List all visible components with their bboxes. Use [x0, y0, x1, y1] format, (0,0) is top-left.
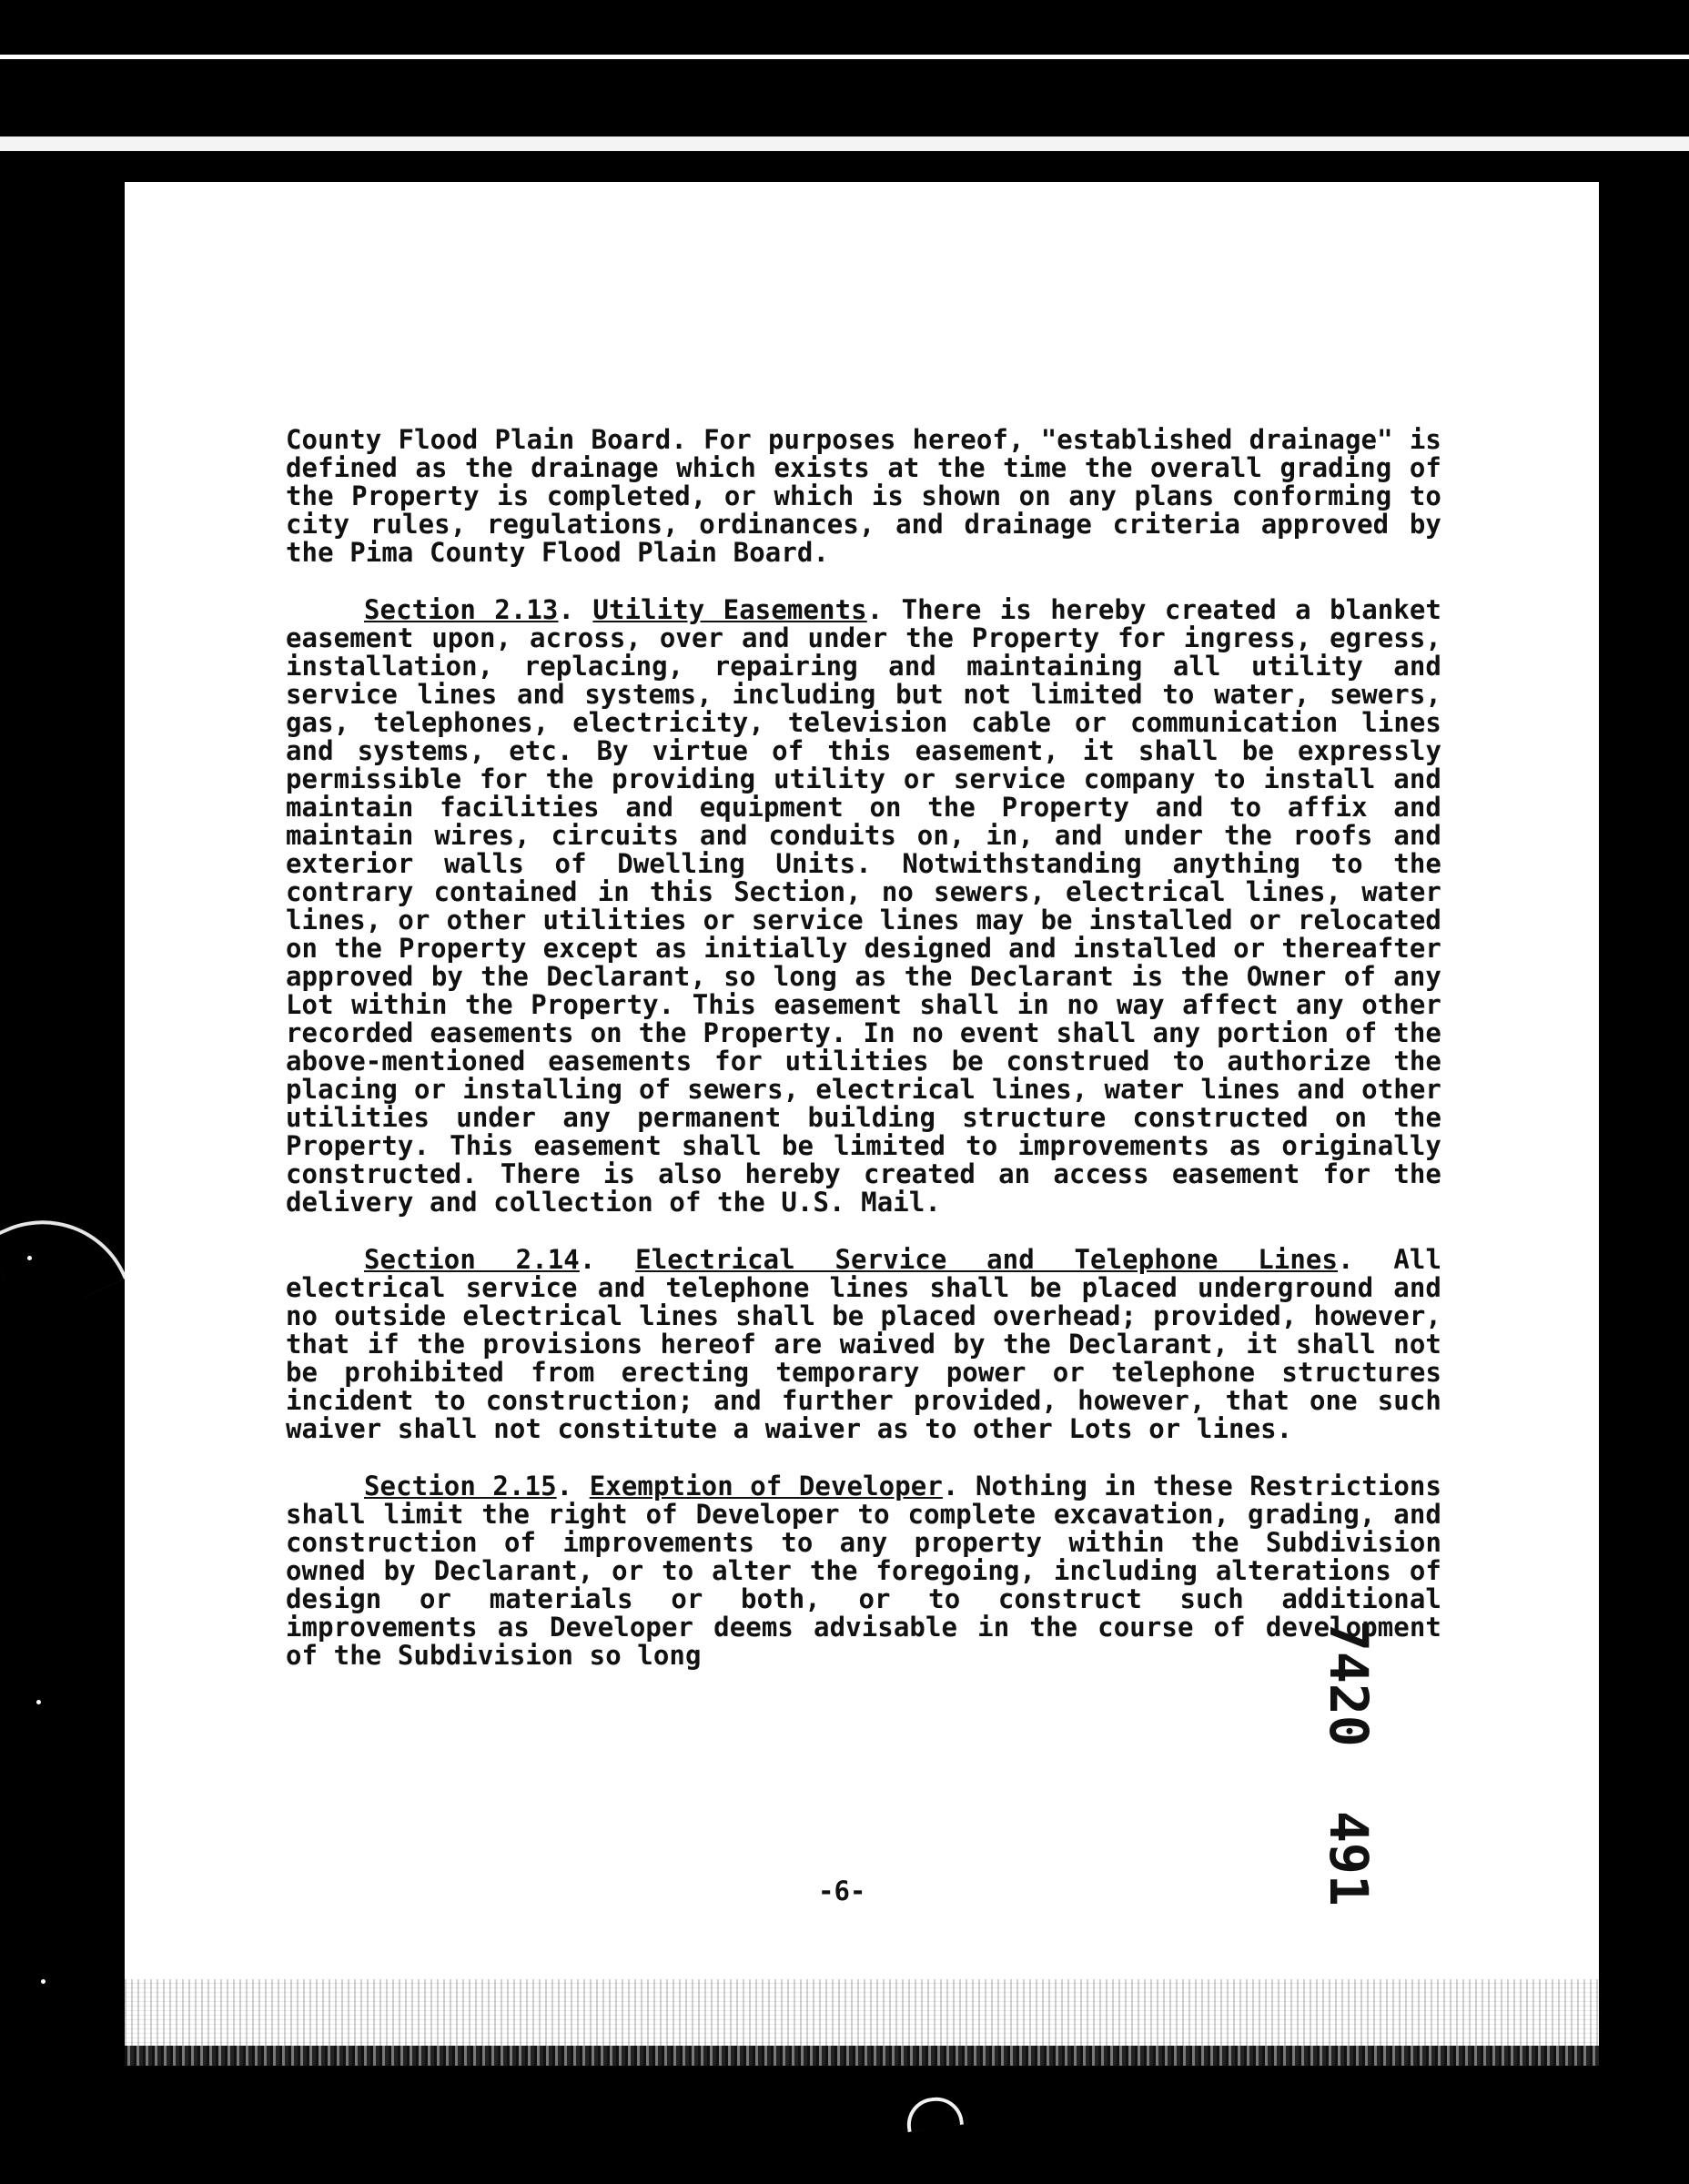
- scan-speck: [27, 1256, 32, 1260]
- margin-book-number: 7420: [1318, 1620, 1380, 1747]
- bottom-scan-mark: [904, 2094, 964, 2132]
- vertical-margin-record: [1318, 1620, 1453, 1906]
- section-number: Section 2.15: [364, 1471, 557, 1502]
- section-number: Section 2.13: [364, 594, 559, 625]
- section-text: Nothing in these Restrictions shall limit the right of Developer to complete excavation, grading, and construction of improvements to any property within the Subdivision owned by Declarant, or to alter the foregoing, including alterations of design or materials or both, or to construct such additional improvements as Developer deems advisable in the course of development of the Subdivision so long: [286, 1471, 1441, 1671]
- binding-mark: [0, 1191, 127, 1323]
- section-2-15: Section 2.15. Exemption of Developer. Nothing in these Restrictions shall limit the right of Developer to complete excavation, grading, and construction of improvements to any property within the Subdivision owned by Declarant, or to alter the foregoing, including alterations of design or materials or both, or to construct such additional improvements as Developer deems advisable in the course of development of the Subdivision so long: [286, 1471, 1441, 1671]
- scan-top-rule: [0, 55, 1689, 59]
- scan-speck: [41, 1979, 46, 1984]
- page-number: -6-: [818, 1876, 866, 1906]
- section-title: Utility Easements: [592, 594, 867, 625]
- section-title: Electrical Service and Telephone Lines: [635, 1244, 1339, 1275]
- section-text: There is hereby created a blanket easement upon, across, over and under the Property for ingress, egress, installation, replacing, repairing and maintaining all utility and service lines and systems, including but not limited to water, sewers, gas, telephones, electricity, television cable or communication lines and systems, etc. By virtue of this easement, it shall be expressly permissible for the providing utility or service company to install and maintain facilities and equipment on the Property and to affix and maintain wires, circuits and conduits on, in, and under the roofs and exterior walls of Dwelling Units. Notwithstanding anything to the contrary contained in this Section, no sewers, electrical lines, water lines, or other utilities or service lines may be installed or relocated on the Property except as initially designed and installed or thereafter approved by the Declarant, so long as the Declarant is the Owner of any Lot within the Property. This easement shall in no way affect any other recorded easements on the Property. In no event shall any portion of the above-mentioned easements for utilities be construed to authorize the placing or installing of sewers, electrical lines, water lines and other utilities under any permanent building structure constructed on the Property. This easement shall be limited to improvements as originally constructed. There is also hereby created an access easement for the delivery and collection of the U.S. Mail.: [286, 594, 1441, 1218]
- document-text: [286, 426, 1441, 1699]
- section-number: Section 2.14: [364, 1244, 580, 1275]
- section-2-14: Section 2.14. Electrical Service and Telephone Lines. All electrical service and telephone lines shall be placed underground and no outside electrical lines shall be placed overhead; provided, however, that if the provisions hereof are waived by the Declarant, it shall not be prohibited from erecting temporary power or telephone structures incident to construction; and further provided, however, that one such waiver shall not constitute a waiver as to other Lots or lines.: [286, 1244, 1442, 1444]
- section-title: Exemption of Developer: [589, 1471, 943, 1502]
- scan-second-rule: [0, 136, 1689, 151]
- scan-speck: [36, 1700, 41, 1704]
- scan-noise-strip: [125, 1979, 1599, 2066]
- section-text: All electrical service and telephone lines shall be placed underground and no outside electrical lines shall be placed overhead; provided, however, that if the provisions hereof are waived by the Declarant, it shall not be prohibited from erecting temporary power or telephone structures incident to construction; and further provided, however, that one such waiver shall not constitute a waiver as to other Lots or lines.: [286, 1244, 1442, 1444]
- opening-paragraph: County Flood Plain Board. For purposes hereof, "established drainage" is defined as the drainage which exists at the time the overall grading of the Property is completed, or which is shown on any plans conforming to city rules, regulations, ordinances, and drainage criteria approved by the Pima County Flood Plain Board.: [286, 424, 1441, 568]
- document-page: [125, 182, 1599, 2066]
- margin-page-number: 491: [1318, 1811, 1380, 1906]
- section-2-13: Section 2.13. Utility Easements. There is hereby created a blanket easement upon, across, over and under the Property for ingress, egress, installation, replacing, repairing and maintaining all utility and service lines and systems, including but not limited to water, sewers, gas, telephones, electricity, television cable or communication lines and systems, etc. By virtue of this easement, it shall be expressly permissible for the providing utility or service company to install and maintain facilities and equipment on the Property and to affix and maintain wires, circuits and conduits on, in, and under the roofs and exterior walls of Dwelling Units. Notwithstanding anything to the contrary contained in this Section, no sewers, electrical lines, water lines, or other utilities or service lines may be installed or relocated on the Property except as initially designed and installed or thereafter approved by the Declarant, so long as the Declarant is the Owner of any Lot within the Property. This easement shall in no way affect any other recorded easements on the Property. In no event shall any portion of the above-mentioned easements for utilities be construed to authorize the placing or installing of sewers, electrical lines, water lines and other utilities under any permanent building structure constructed on the Property. This easement shall be limited to improvements as originally constructed. There is also hereby created an access easement for the delivery and collection of the U.S. Mail.: [286, 594, 1441, 1218]
